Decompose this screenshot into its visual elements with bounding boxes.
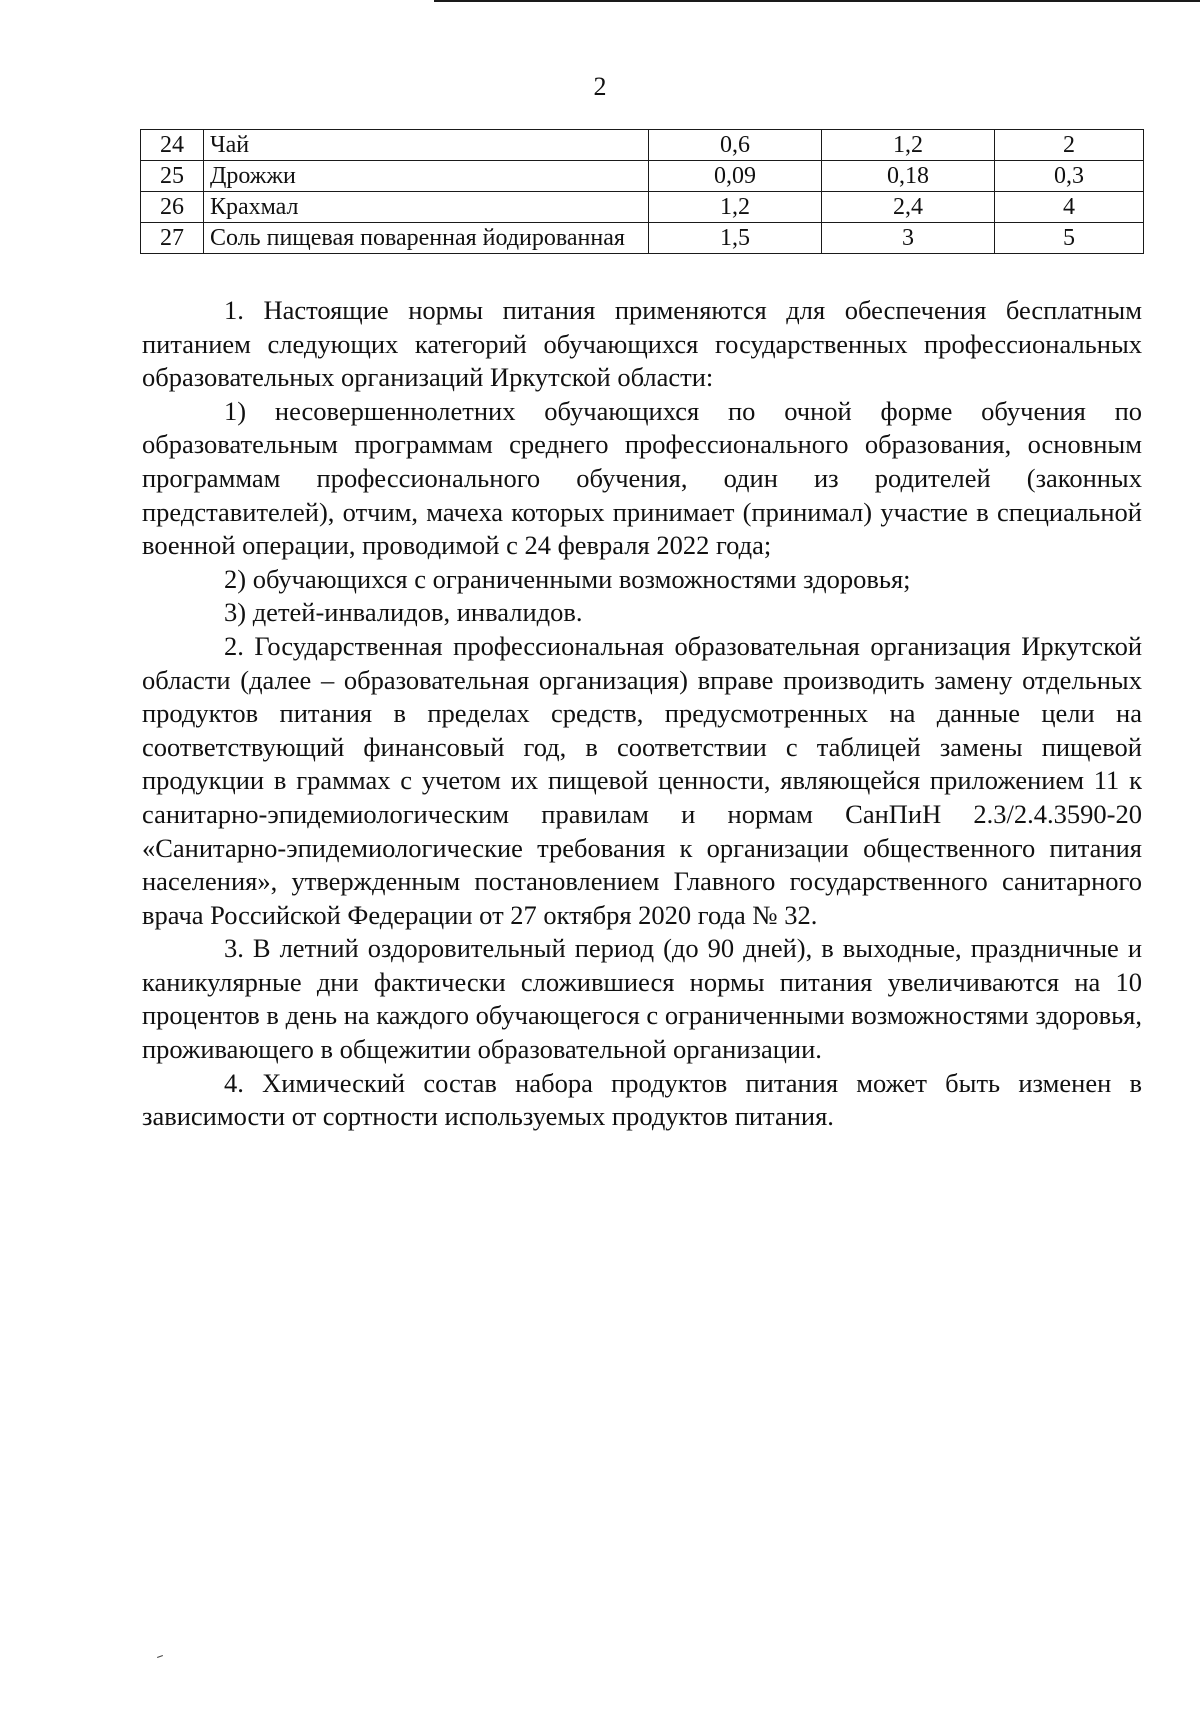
table-row	[141, 130, 1144, 161]
document-body	[142, 294, 1142, 1134]
norm-value-3: 5	[995, 223, 1144, 254]
norm-value-2: 0,18	[822, 161, 995, 192]
norm-value-1: 1,2	[649, 192, 822, 223]
norm-value-1: 0,09	[649, 161, 822, 192]
norm-value-2: 3	[822, 223, 995, 254]
row-number: 25	[141, 161, 204, 192]
norm-value-2: 1,2	[822, 130, 995, 161]
table-row	[141, 161, 1144, 192]
table-row	[141, 223, 1144, 254]
product-name: Чай	[204, 130, 649, 161]
product-name: Крахмал	[204, 192, 649, 223]
table-row	[141, 192, 1144, 223]
paragraph-3: 3. В летний оздоровительный период (до 90 дней), в выходные, праздничные и каникулярные дни фактически сложившиеся нормы питания увеличиваются на 10 процентов в день на каждого обучающегося с ограниченными возможностями здоровья, проживающего в общежитии образовательной организации.	[142, 933, 1142, 1065]
product-name: Соль пищевая поваренная йодированная	[204, 223, 649, 254]
paragraph-1-item-1: 1) несовершеннолетних обучающихся по очной форме обучения по образовательным программам среднего профессионального образования, основным программам профессионального обучения, один из родителей (законных представителей), отчим, мачеха которых принимает (принимал) участие в специальной военной операции, проводимой с 24 февраля 2022 года;	[142, 395, 1142, 561]
food-norms-table	[140, 129, 1144, 254]
norm-value-1: 0,6	[649, 130, 822, 161]
norm-value-3: 2	[995, 130, 1144, 161]
paragraph-1: 1. Настоящие нормы питания применяются для обеспечения бесплатным питанием следующих категорий обучающихся государственных профессиональных образовательных организаций Иркутской области:	[142, 295, 1142, 393]
paragraph-1-item-2: 2) обучающихся с ограниченными возможностями здоровья;	[224, 563, 911, 594]
row-number: 26	[141, 192, 204, 223]
norm-value-1: 1,5	[649, 223, 822, 254]
top-border-line	[434, 0, 1200, 2]
norm-value-2: 2,4	[822, 192, 995, 223]
row-number: 27	[141, 223, 204, 254]
scan-mark	[157, 1655, 163, 1658]
paragraph-4: 4. Химический состав набора продуктов питания может быть изменен в зависимости от сортности используемых продуктов питания.	[142, 1067, 1142, 1132]
norm-value-3: 4	[995, 192, 1144, 223]
norm-value-3: 0,3	[995, 161, 1144, 192]
row-number: 24	[141, 130, 204, 161]
paragraph-1-item-3: 3) детей-инвалидов, инвалидов.	[224, 597, 583, 628]
page-number: 2	[593, 72, 607, 101]
paragraph-2: 2. Государственная профессиональная образовательная организация Иркутской области (далее – образовательная организация) вправе производить замену отдельных продуктов питания в пределах средств, предусмотренных на данные цели на соответствующий финансовый год, в соответствии с таблицей замены пищевой продукции в граммах с учетом их пищевой ценности, являющейся приложением 11 к санитарно-эпидемиологическим правилам и нормам СанПиН 2.3/2.4.3590-20 «Санитарно-эпидемиологические требования к организации общественного питания населения», утвержденным постановлением Главного государственного санитарного врача Российской Федерации от 27 октября 2020 года № 32.	[142, 630, 1142, 930]
product-name: Дрожжи	[204, 161, 649, 192]
